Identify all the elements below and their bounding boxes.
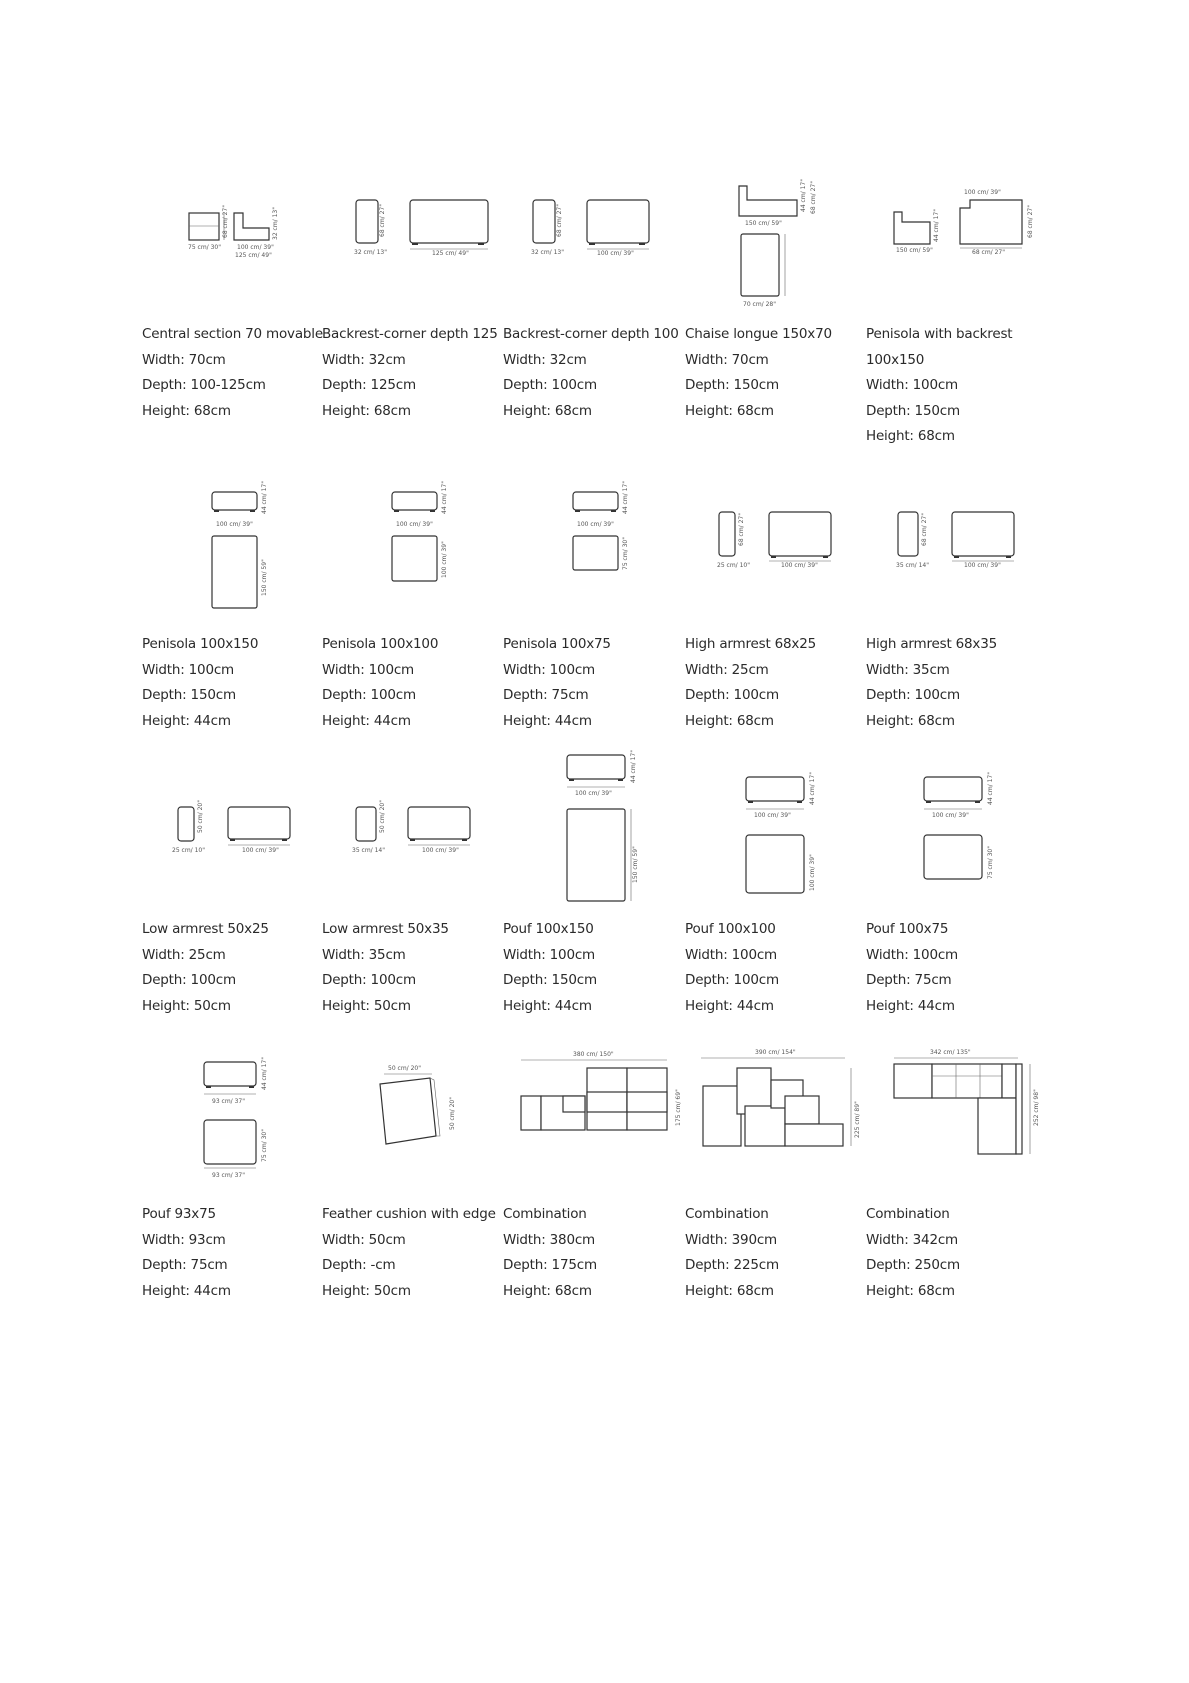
- dim-label: 68 cm/ 27": [1027, 204, 1034, 238]
- product-drawing: [517, 1046, 687, 1146]
- dim-label: 50 cm/ 20": [449, 1096, 456, 1130]
- product-height: Height: 44cm: [503, 997, 592, 1014]
- product-width: Width: 35cm: [866, 661, 950, 678]
- product-drawing: [352, 799, 482, 865]
- dim-label: 44 cm/ 17": [441, 480, 448, 514]
- product-depth: Depth: 100cm: [322, 687, 416, 703]
- dim-label: 44 cm/ 17": [933, 208, 940, 242]
- product-width: Width: 100cm: [322, 661, 415, 678]
- product-drawing: [200, 1056, 290, 1185]
- product-name: Low armrest 50x35: [322, 921, 449, 937]
- dim-label: 44 cm/ 17": [800, 178, 807, 212]
- product-drawing: [896, 510, 1026, 570]
- dim-label: 68 cm/ 27": [972, 249, 1006, 256]
- product-name: Pouf 93x75: [142, 1206, 216, 1222]
- dim-label: 93 cm/ 37": [212, 1172, 246, 1179]
- dim-label: 44 cm/ 17": [809, 771, 816, 805]
- product-depth: Depth: 100cm: [503, 377, 597, 393]
- product-drawing: [390, 480, 470, 590]
- product-width: Width: 100cm: [503, 946, 596, 963]
- product-height: Height: 68cm: [322, 402, 411, 419]
- dim-label: 390 cm/ 154": [755, 1049, 796, 1056]
- dim-label: 100 cm/ 39": [237, 244, 274, 251]
- dim-label: 44 cm/ 17": [987, 771, 994, 805]
- dim-label: 50 cm/ 20": [388, 1065, 422, 1072]
- product-name: Low armrest 50x25: [142, 921, 269, 937]
- dim-label: 93 cm/ 37": [212, 1098, 246, 1105]
- product-width: Width: 32cm: [322, 351, 406, 368]
- dim-label: 100 cm/ 39": [964, 562, 1001, 569]
- product-drawing: [210, 480, 290, 615]
- dim-label: 100 cm/ 39": [422, 847, 459, 854]
- dim-label: 100 cm/ 39": [754, 812, 791, 819]
- product-height: Height: 44cm: [685, 997, 774, 1014]
- product-depth: Depth: 100cm: [866, 687, 960, 703]
- product-depth: Depth: 150cm: [685, 377, 779, 393]
- dim-label: 100 cm/ 39": [396, 521, 433, 528]
- product-name: Backrest-corner depth 100: [503, 326, 679, 342]
- product-width: Width: 32cm: [503, 351, 587, 368]
- dim-label: 100 cm/ 39": [597, 250, 634, 257]
- product-name: Combination: [866, 1206, 950, 1222]
- product-depth: Depth: 125cm: [322, 377, 416, 393]
- dim-label: 100 cm/ 39": [575, 790, 612, 797]
- product-drawing: [571, 480, 651, 580]
- product-name: Pouf 100x100: [685, 921, 776, 937]
- product-height: Height: 68cm: [142, 402, 231, 419]
- product-drawing: [890, 1044, 1060, 1164]
- dim-label: 100 cm/ 39": [781, 562, 818, 569]
- product-drawing: [742, 771, 832, 905]
- product-depth: Depth: 75cm: [503, 687, 589, 703]
- dim-label: 100 cm/ 39": [441, 541, 448, 578]
- dim-label: 100 cm/ 39": [809, 854, 816, 891]
- dim-label: 75 cm/ 30": [261, 1128, 268, 1162]
- product-width: Width: 100cm: [142, 661, 235, 678]
- product-depth: Depth: 100cm: [322, 972, 416, 988]
- dim-label: 100 cm/ 39": [932, 812, 969, 819]
- dim-label: 44 cm/ 17": [261, 480, 268, 514]
- product-name: Penisola 100x100: [322, 636, 439, 652]
- product-name: Pouf 100x150: [503, 921, 594, 937]
- dim-label: 68 cm/ 27": [379, 203, 386, 237]
- product-name: Pouf 100x75: [866, 921, 949, 937]
- product-depth: Depth: 75cm: [142, 1257, 228, 1273]
- dim-label: 70 cm/ 28": [743, 301, 777, 308]
- product-depth: Depth: 225cm: [685, 1257, 779, 1273]
- product-height: Height: 44cm: [503, 712, 592, 729]
- product-name-line-2: 100x150: [866, 351, 925, 368]
- product-name: Penisola 100x150: [142, 636, 259, 652]
- dim-label: 35 cm/ 14": [896, 562, 930, 569]
- product-width: Width: 380cm: [503, 1231, 596, 1248]
- product-depth: Depth: 75cm: [866, 972, 952, 988]
- product-width: Width: 100cm: [503, 661, 596, 678]
- dim-label: 100 cm/ 39": [964, 189, 1001, 196]
- product-name: Feather cushion with edge: [322, 1206, 496, 1222]
- product-width: Width: 50cm: [322, 1231, 406, 1248]
- product-width: Width: 342cm: [866, 1231, 959, 1248]
- product-height: Height: 44cm: [866, 997, 955, 1014]
- dim-label: 125 cm/ 49": [432, 250, 469, 257]
- dim-label: 125 cm/ 49": [235, 252, 272, 259]
- product-drawing: [717, 510, 847, 570]
- dim-label: 68 cm/ 27": [738, 512, 745, 546]
- dim-label: 25 cm/ 10": [172, 847, 206, 854]
- product-drawing: [697, 1044, 867, 1154]
- product-width: Width: 93cm: [142, 1231, 226, 1248]
- dim-label: 44 cm/ 17": [630, 749, 637, 783]
- dim-label: 225 cm/ 89": [854, 1101, 861, 1138]
- product-height: Height: 68cm: [503, 402, 592, 419]
- dim-label: 68 cm/ 27": [810, 180, 817, 214]
- dim-label: 32 cm/ 13": [272, 206, 279, 240]
- product-width: Width: 35cm: [322, 946, 406, 963]
- dim-label: 75 cm/ 30": [987, 845, 994, 879]
- dim-label: 150 cm/ 59": [745, 220, 782, 227]
- product-depth: Depth: 150cm: [866, 402, 960, 419]
- dim-label: 50 cm/ 20": [197, 799, 204, 833]
- product-drawing: [172, 799, 302, 865]
- product-width: Width: 100cm: [685, 946, 778, 963]
- product-drawing: [354, 195, 494, 255]
- dim-label: 68 cm/ 27": [556, 203, 563, 237]
- product-depth: Depth: 100cm: [685, 972, 779, 988]
- dim-label: 68 cm/ 27": [921, 512, 928, 546]
- product-width: Width: 70cm: [142, 351, 226, 368]
- dim-label: 342 cm/ 135": [930, 1049, 971, 1056]
- product-width: Width: 25cm: [142, 946, 226, 963]
- product-height: Height: 50cm: [142, 997, 231, 1014]
- product-name: Combination: [685, 1206, 769, 1222]
- dim-label: 35 cm/ 14": [352, 847, 386, 854]
- product-drawing: [563, 749, 653, 913]
- product-height: Height: 44cm: [322, 712, 411, 729]
- product-height: Height: 44cm: [142, 712, 231, 729]
- dim-label: 25 cm/ 10": [717, 562, 751, 569]
- dim-label: 50 cm/ 20": [379, 799, 386, 833]
- product-name: Penisola 100x75: [503, 636, 611, 652]
- product-width: Width: 25cm: [685, 661, 769, 678]
- product-height: Height: 68cm: [866, 1282, 955, 1299]
- product-name: Chaise longue 150x70: [685, 326, 832, 342]
- product-height: Height: 68cm: [866, 428, 955, 444]
- product-height: Height: 68cm: [685, 1282, 774, 1299]
- dim-label: 380 cm/ 150": [573, 1051, 614, 1058]
- product-depth: Depth: 175cm: [503, 1257, 597, 1273]
- product-drawing: [737, 178, 837, 309]
- product-depth: Depth: 100cm: [142, 972, 236, 988]
- product-width: Width: 100cm: [866, 946, 959, 963]
- dim-label: 32 cm/ 13": [354, 249, 388, 256]
- product-width: Width: 100cm: [866, 377, 959, 393]
- product-name: Penisola with backrest: [866, 326, 1013, 342]
- dim-label: 150 cm/ 59": [896, 247, 933, 254]
- dim-label: 100 cm/ 39": [577, 521, 614, 528]
- dim-label: 175 cm/ 69": [675, 1089, 682, 1126]
- product-drawing: [892, 186, 1042, 256]
- dim-label: 100 cm/ 39": [242, 847, 279, 854]
- dim-label: 252 cm/ 98": [1033, 1089, 1040, 1126]
- dim-label: 44 cm/ 17": [261, 1056, 268, 1090]
- product-height: Height: 50cm: [322, 1282, 411, 1299]
- product-drawing: [187, 180, 297, 260]
- dim-label: 44 cm/ 17": [622, 480, 629, 514]
- dim-label: 32 cm/ 13": [531, 249, 565, 256]
- product-depth: Depth: 150cm: [142, 687, 236, 703]
- dim-label: 150 cm/ 59": [261, 559, 268, 596]
- dim-label: 150 cm/ 59": [632, 846, 639, 883]
- product-drawing: [531, 195, 661, 255]
- product-drawing: [920, 771, 1010, 895]
- product-height: Height: 44cm: [142, 1282, 231, 1299]
- product-name: High armrest 68x25: [685, 636, 816, 652]
- dim-label: 68 cm/ 27": [222, 204, 229, 238]
- product-height: Height: 68cm: [866, 712, 955, 729]
- product-name: Combination: [503, 1206, 587, 1222]
- product-height: Height: 68cm: [503, 1282, 592, 1299]
- product-height: Height: 50cm: [322, 997, 411, 1014]
- product-name: High armrest 68x35: [866, 636, 997, 652]
- dim-label: 75 cm/ 30": [622, 536, 629, 570]
- dim-label: 100 cm/ 39": [216, 521, 253, 528]
- product-depth: Depth: 100cm: [685, 687, 779, 703]
- product-depth: Depth: 150cm: [503, 972, 597, 988]
- product-depth: Depth: -cm: [322, 1257, 396, 1273]
- product-depth: Depth: 100-125cm: [142, 377, 266, 393]
- product-height: Height: 68cm: [685, 402, 774, 419]
- product-height: Height: 68cm: [685, 712, 774, 729]
- product-width: Width: 390cm: [685, 1231, 778, 1248]
- product-width: Width: 70cm: [685, 351, 769, 368]
- product-depth: Depth: 250cm: [866, 1257, 960, 1273]
- product-drawing: [372, 1060, 472, 1180]
- dim-label: 75 cm/ 30": [188, 244, 222, 251]
- product-name: Central section 70 movable: [142, 326, 323, 342]
- product-name: Backrest-corner depth 125: [322, 326, 498, 342]
